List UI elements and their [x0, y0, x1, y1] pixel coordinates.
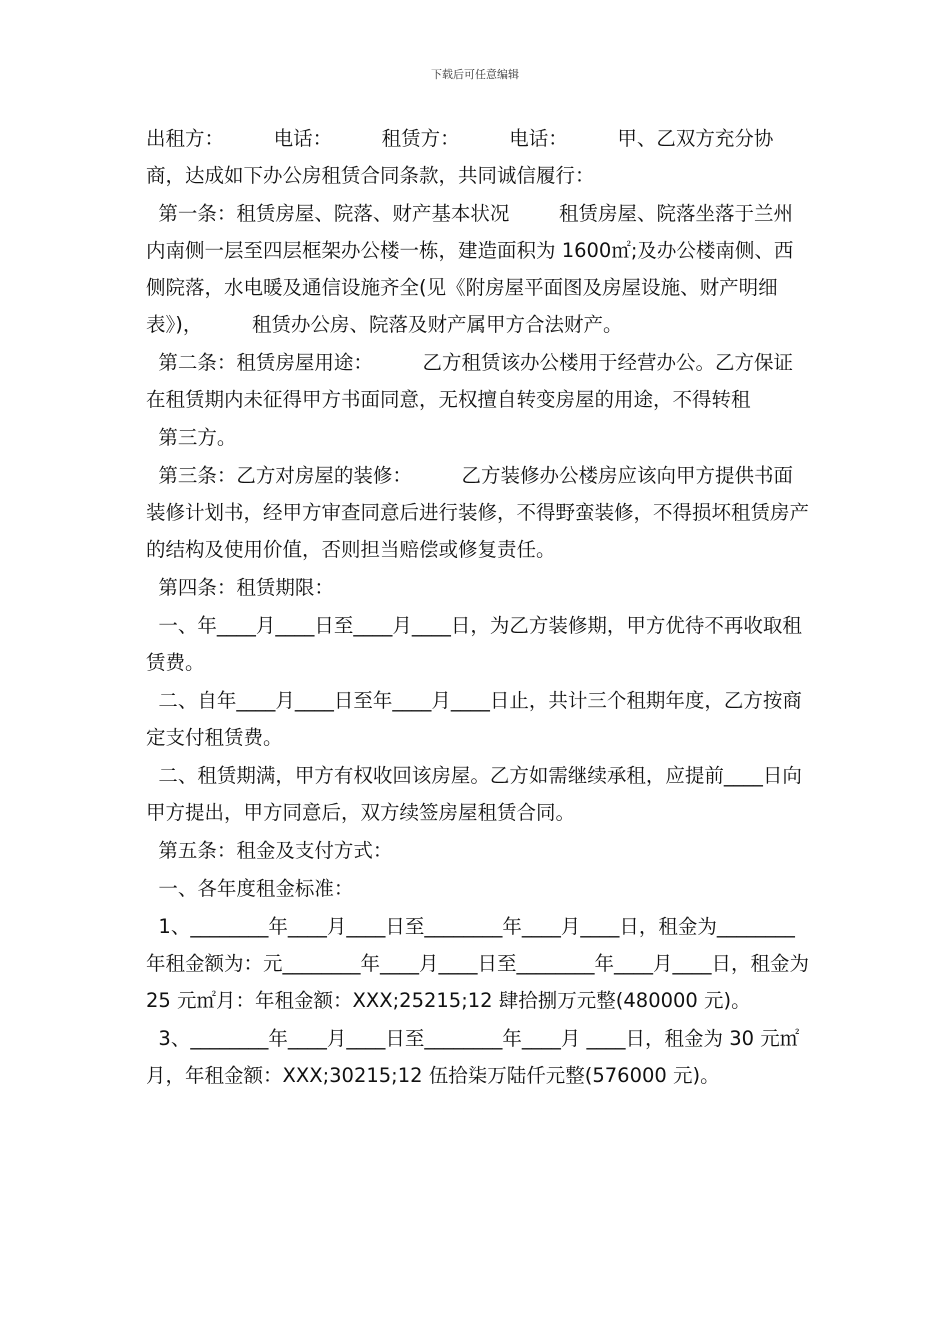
paragraph-term-2: 二、自年____月____日至年____月____日止，共计三个租期年度，乙方按商定支付租赁费。 — [146, 689, 802, 749]
paragraph-article-5: 第五条：租金及支付方式： — [146, 839, 393, 862]
paragraph-third-party: 第三方。 — [146, 426, 237, 449]
paragraph-rent-item-1: 1、________年____月____日至________年____月____日，租金为________年租金额为：元________年____月____日至________年____月____日，租金为 25 元㎡月：年租金额：XXX;25215;12 肆拾捌万元整(480000 元)。 — [146, 915, 816, 1012]
paragraph-term-1: 一、年____月____日至____月____日，为乙方装修期，甲方优待不再收取租赁费。 — [146, 614, 802, 674]
paragraph-term-3: 二、租赁期满，甲方有权收回该房屋。乙方如需继续承租，应提前____日向甲方提出，甲方同意后，双方续签房屋租赁合同。 — [146, 764, 802, 824]
contract-body — [146, 120, 816, 1095]
paragraph-rent-item-3: 3、________年____月____日至________年____月 ____日，租金为 30 元㎡月，年租金额：XXX;30215;12 伍拾柒万陆仟元整(576000 元)。 — [146, 1027, 800, 1087]
paragraph-article-3: 第三条：乙方对房屋的装修： 乙方装修办公楼房应该向甲方提供书面装修计划书，经甲方审查同意后进行装修，不得野蛮装修，不得损坏租赁房产的结构及使用价值，否则担当赔偿或修复责任。 — [146, 464, 810, 561]
paragraph-parties: 出租方： 电话： 租赁方： 电话： 甲、乙双方充分协商，达成如下办公房租赁合同条款，共同诚信履行： — [146, 127, 774, 187]
paragraph-article-4: 第四条：租赁期限： — [146, 576, 334, 599]
paragraph-article-1: 第一条：租赁房屋、院落、财产基本状况 租赁房屋、院落坐落于兰州内南侧一层至四层框架办公楼一栋，建造面积为 1600㎡;及办公楼南侧、西侧院落，水电暖及通信设施齐全(见《附房屋平面图及房屋设施、财产明细表》)， 租赁办公房、院落及财产属甲方合法财产。 — [146, 202, 794, 336]
page-header-note: 下载后可任意编辑 — [431, 68, 519, 81]
paragraph-rent-standard: 一、各年度租金标准： — [146, 877, 354, 900]
paragraph-article-2: 第二条：租赁房屋用途： 乙方租赁该办公楼用于经营办公。乙方保证在租赁期内未征得甲方书面同意，无权擅自转变房屋的用途，不得转租 — [146, 351, 793, 411]
